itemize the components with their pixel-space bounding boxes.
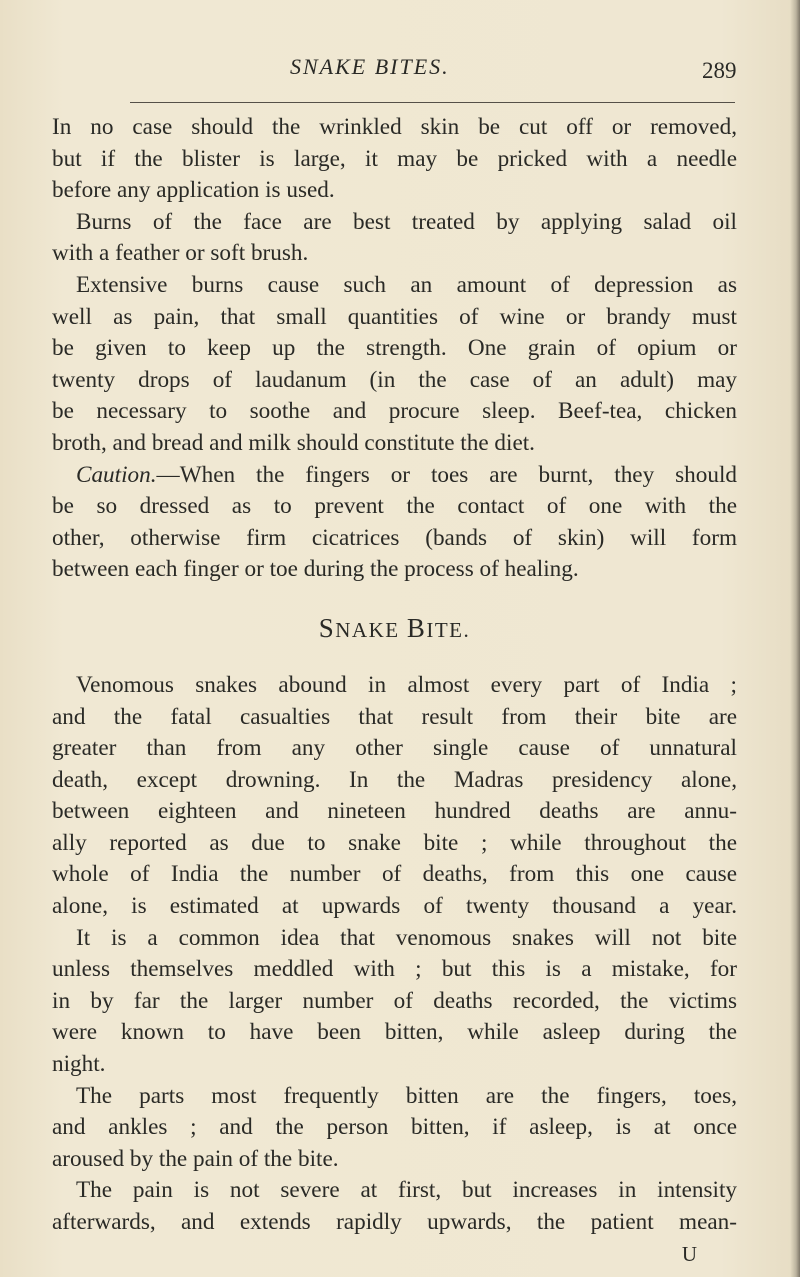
header-rule [130,102,735,103]
text-line: night. [52,1051,106,1078]
text-line: unless themselves meddled with ; but this is a mistake, for [52,956,737,983]
text-line: aroused by the pain of the bite. [52,1145,339,1172]
text-line: be given to keep up the strength. One grain of opium or [52,335,737,362]
text-line: be so dressed as to prevent the contact of one with the [52,493,737,520]
text-line: be necessary to soothe and procure sleep. Beef-tea, chicken [52,398,737,425]
caution-line [52,460,737,492]
text-line: The parts most frequently bitten are the fingers, toes, [76,1082,737,1109]
text-line: broth, and bread and milk should constitute the diet. [52,429,535,456]
text-line: In no case should the wrinkled skin be cut off or removed, [52,114,737,140]
heading-initial: B [406,612,427,643]
heading-initial: S [318,612,336,643]
text-line: greater than from any other single cause of unnatural [52,735,737,762]
running-title: SNAKE BITES. [290,54,450,79]
signature-mark: U [681,1241,697,1266]
text-line: twenty drops of laudanum (in the case of an adult) may [52,366,737,393]
caution-word: Caution. [76,461,157,488]
text-line: and the fatal casualties that result from their bite are [52,703,737,730]
heading-rest: ITE. [426,617,471,642]
text-line: between eighteen and nineteen hundred deaths are annu- [52,798,737,825]
text-line: It is a common idea that venomous snakes will not bite [76,924,737,951]
text-line: alone, is estimated at upwards of twenty thousand a year. [52,893,737,920]
text-line: The pain is not severe at first, but increases in intensity [76,1177,737,1204]
section-heading [52,586,737,670]
running-head [0,46,800,86]
text-line: before any application is used. [52,177,335,204]
body-text [52,112,737,1270]
page-number: 289 [702,58,737,83]
text-line: between each finger or toe during the process of healing. [52,556,579,583]
page-gutter-shadow [790,0,800,1277]
heading-rest: NAKE [335,617,400,642]
text-line: were known to have been bitten, while asleep during the [52,1019,737,1046]
text-line: well as pain, that small quantities of wine or brandy must [52,303,737,330]
text-line: with a feather or soft brush. [52,240,309,267]
text-line: ally reported as due to snake bite ; while throughout the [52,829,737,856]
text-line: whole of India the number of deaths, from this one cause [52,861,737,888]
text-line: Extensive burns cause such an amount of depression as [76,271,737,298]
text-line: but if the blister is large, it may be pricked with a needle [52,145,737,172]
text-line: in by far the larger number of deaths recorded, the victims [52,987,737,1014]
text-line: Venomous snakes abound in almost every part of India ; [76,671,737,698]
text-line: Burns of the face are best treated by applying salad oil [76,208,737,235]
text-line: afterwards, and extends rapidly upwards, the patient mean- [52,1209,737,1235]
text-line: and ankles ; and the person bitten, if asleep, is at once [52,1114,737,1141]
caution-text: —When the fingers or toes are burnt, they should [156,461,737,488]
text-line: death, except drowning. In the Madras presidency alone, [52,766,737,793]
text-line: other, otherwise firm cicatrices (bands of skin) will form [52,524,737,551]
